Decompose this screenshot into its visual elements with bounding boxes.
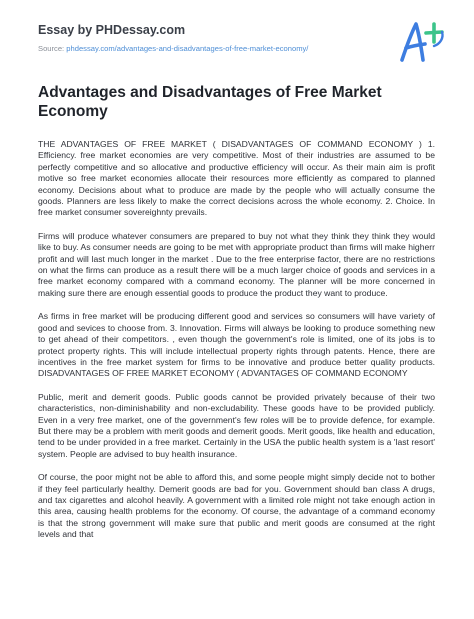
essay-body: [38, 139, 435, 553]
paragraph: Of course, the poor might not be able to afford this, and some people might simply decide not to bother if they feel particularly healthy. Demerit goods are bad for you. Government should ban class A drugs, and tax cigarettes and alcohol heavily. A government with a limited role might not take enough action in this area, causing health problems for the economy. Of course, the advantage of a command economy is that the strong government will make sure that public and merit goods are consumed at the right levels and that: [38, 472, 435, 540]
paragraph: As firms in free market will be producing different good and services so consumers will have variety of good and sevices to choose from. 3. Innovation. Firms will always be looking to produce something new to get ahead of their competitors. , even though the government's role is limited, one of its jobs is to protect property rights. This will include intellectual property rights through patents. Hence, there are incentives in the free market system for firms to be innovative and produce better quality products. DISADVANTAGES OF FREE MARKET ECONOMY ( ADVANTAGES OF COMMAND ECONOMY: [38, 311, 435, 379]
paragraph: THE ADVANTAGES OF FREE MARKET ( DISADVANTAGES OF COMMAND ECONOMY ) 1. Efficiency. free market economies are very competitive. Most of their industries are assumed to be perfectly competitive and so allocative and productive efficiency will occur. As their main aim is profit motive so free market economies allocate their resources more efficiently as compared to planned economy. Decisions about what to produce are made by the people who will actually consume the goods. Planners are less likely to make the correct decisions across the whole economy. 2. Choice. In free market consumer sovereighnty prevails.: [38, 139, 435, 218]
source-link[interactable]: phdessay.com/advantages-and-disadvantages-of-free-market-economy/: [66, 44, 309, 53]
site-brand: Essay by PHDessay.com: [38, 23, 186, 37]
essay-title: Advantages and Disadvantages of Free Market Economy: [38, 84, 382, 120]
source-line: [38, 44, 308, 53]
paragraph: Public, merit and demerit goods. Public goods cannot be provided privately because of their two characteristics, non-diminishability and non-excludability. These goods have to be provided publicly. Even in a very free market, one of the government's few roles will be to provide defence, for example. But there may be a problem with merit goods and demerit goods. Merit goods, like health and education, tend to be under provided in a free market. Certainly in the USA the public health system is a 'last resort' system. People are advised to buy health insurance.: [38, 391, 435, 459]
paragraph: Firms will produce whatever consumers are prepared to buy not what they think they think they would like to buy. As consumer needs are going to be met with appropriate product than firms will make higherr profit and will last much longer in the market . Due to the free enterprise factor, there are no restrictions on what the firms can produce as a result there will be a much larger choice of goods and services in a free market economy compared with a command economy. The planner will be more concerned in making sure there are enough essential goods to produce the product they want to produce.: [38, 230, 435, 298]
a-plus-logo-icon: [396, 16, 448, 66]
source-label: Source:: [38, 44, 67, 53]
